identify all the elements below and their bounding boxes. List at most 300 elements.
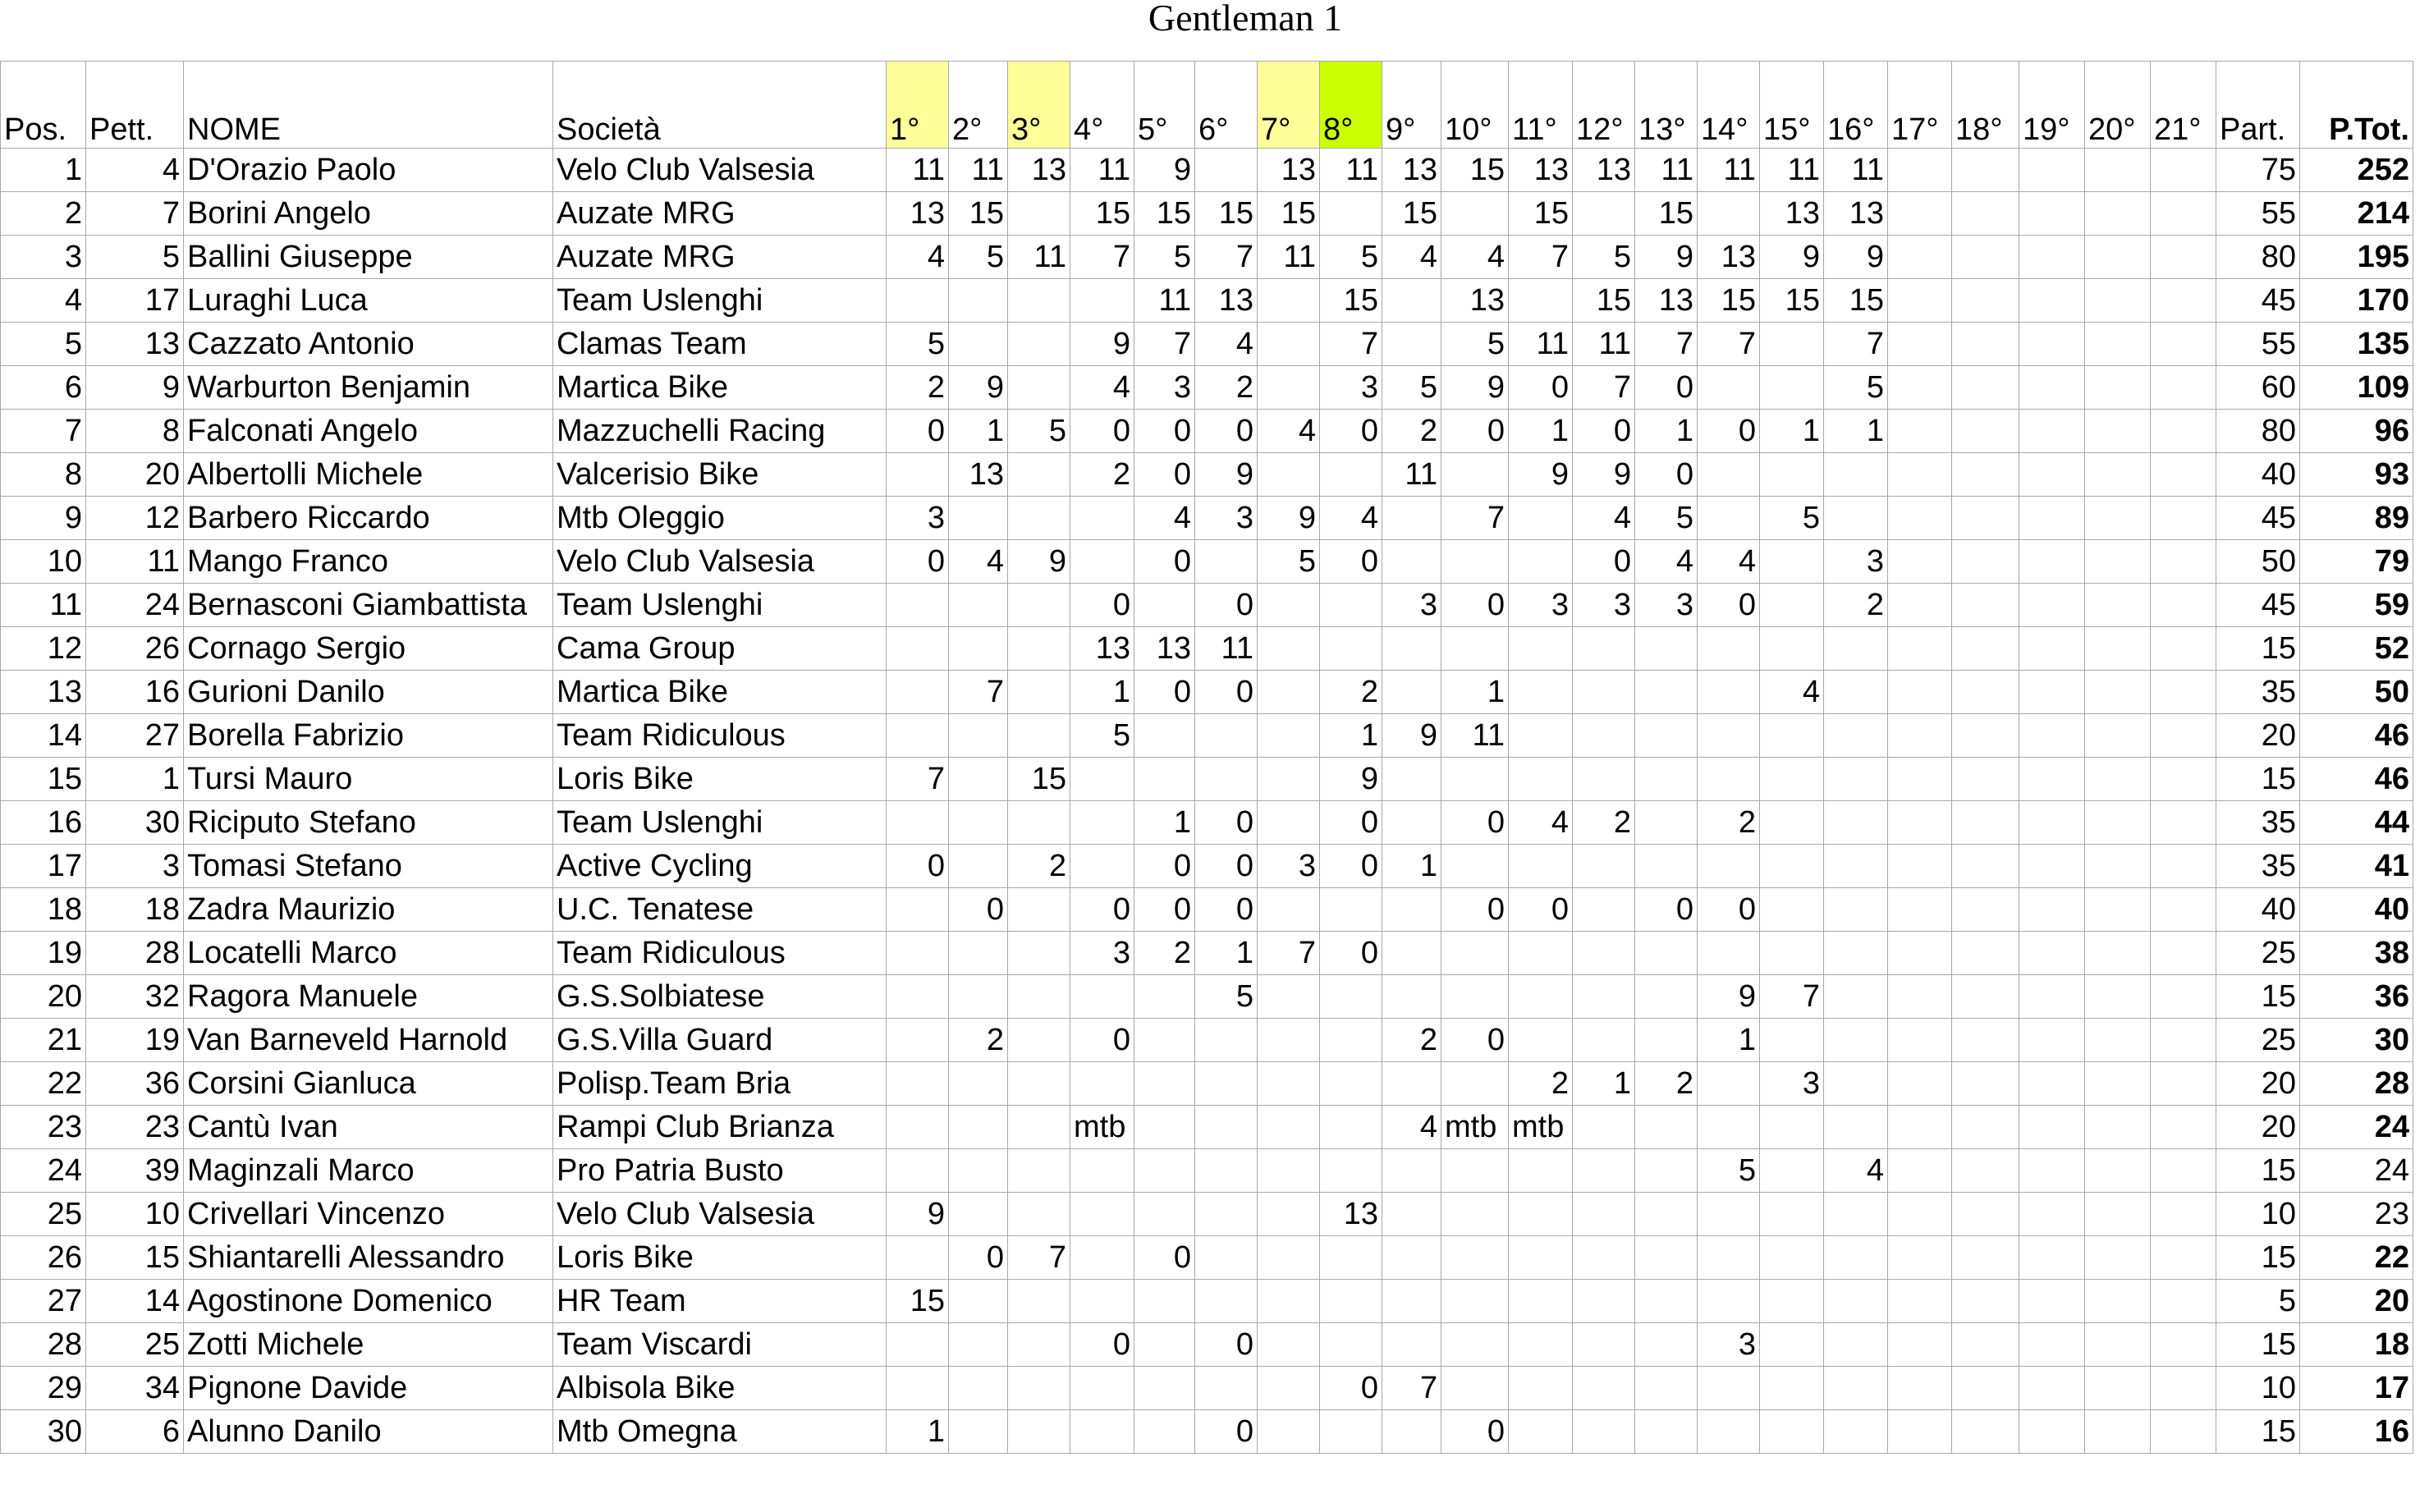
race-points-cell (1824, 1193, 1888, 1236)
total-points-cell: 109 (2300, 366, 2413, 410)
race-points-cell (1573, 671, 1635, 714)
race-points-cell: 5 (1134, 236, 1195, 279)
race-points-cell: 13 (949, 453, 1008, 497)
race-points-cell (1134, 1323, 1195, 1367)
position-cell: 14 (1, 714, 86, 758)
race-points-cell (1320, 1236, 1382, 1280)
race-points-cell (1952, 1149, 2019, 1193)
standings-table (0, 61, 2413, 1454)
race-points-cell (1760, 453, 1824, 497)
race-points-cell: 0 (1509, 366, 1573, 410)
table-row (1, 323, 2413, 366)
race-points-cell (1008, 584, 1070, 627)
col-header: NOME (184, 62, 553, 149)
header-row (1, 62, 2413, 149)
position-cell: 8 (1, 453, 86, 497)
race-points-cell: 15 (1070, 192, 1134, 236)
participation-cell: 45 (2216, 584, 2300, 627)
table-row (1, 1410, 2413, 1454)
race-points-cell (1698, 366, 1760, 410)
race-points-cell: 7 (1635, 323, 1698, 366)
race-points-cell: 15 (1258, 192, 1320, 236)
position-cell: 19 (1, 932, 86, 975)
race-points-cell: 7 (887, 758, 949, 801)
bib-number-cell: 16 (86, 671, 184, 714)
team-cell: Team Ridiculous (553, 714, 887, 758)
col-header: 11° (1509, 62, 1573, 149)
race-points-cell: 0 (1441, 1410, 1509, 1454)
team-cell: Auzate MRG (553, 236, 887, 279)
race-points-cell (1258, 975, 1320, 1019)
table-row (1, 627, 2413, 671)
race-points-cell (1760, 1149, 1824, 1193)
race-points-cell (2085, 540, 2151, 584)
race-points-cell: 9 (1573, 453, 1635, 497)
race-points-cell (887, 1062, 949, 1106)
bib-number-cell: 23 (86, 1106, 184, 1149)
race-points-cell (1698, 1410, 1760, 1454)
race-points-cell (1070, 1280, 1134, 1323)
race-points-cell: 11 (1824, 149, 1888, 192)
race-points-cell (1573, 758, 1635, 801)
race-points-cell: 0 (1635, 888, 1698, 932)
race-points-cell (1509, 845, 1573, 888)
race-points-cell (1195, 1193, 1258, 1236)
race-points-cell: 13 (1382, 149, 1441, 192)
race-points-cell (1824, 1019, 1888, 1062)
race-points-cell (1509, 540, 1573, 584)
race-points-cell (1573, 1019, 1635, 1062)
rider-name-cell: Warburton Benjamin (184, 366, 553, 410)
table-row (1, 1149, 2413, 1193)
table-row (1, 1280, 2413, 1323)
bib-number-cell: 1 (86, 758, 184, 801)
race-points-cell (1070, 1193, 1134, 1236)
col-header: Società (553, 62, 887, 149)
team-cell: G.S.Solbiatese (553, 975, 887, 1019)
race-points-cell (1760, 888, 1824, 932)
race-points-cell: 0 (1573, 410, 1635, 453)
race-points-cell (1509, 1193, 1573, 1236)
race-points-cell (1441, 1193, 1509, 1236)
race-points-cell (1258, 366, 1320, 410)
race-points-cell (1573, 845, 1635, 888)
table-row (1, 1236, 2413, 1280)
race-points-cell (2085, 279, 2151, 323)
race-points-cell: 3 (1382, 584, 1441, 627)
race-points-cell (1824, 627, 1888, 671)
race-points-cell: 15 (1441, 149, 1509, 192)
col-header: 18° (1952, 62, 2019, 149)
page-title: Gentleman 1 (1148, 0, 1343, 39)
position-cell: 25 (1, 1193, 86, 1236)
participation-cell: 40 (2216, 888, 2300, 932)
participation-cell: 80 (2216, 236, 2300, 279)
table-row (1, 671, 2413, 714)
race-points-cell: 15 (1382, 192, 1441, 236)
race-points-cell (1195, 540, 1258, 584)
race-points-cell (2085, 1106, 2151, 1149)
race-points-cell: 15 (1635, 192, 1698, 236)
race-points-cell (2085, 584, 2151, 627)
race-points-cell (1760, 1236, 1824, 1280)
race-points-cell (1824, 1367, 1888, 1410)
team-cell: Mazzuchelli Racing (553, 410, 887, 453)
race-points-cell: 0 (1195, 1410, 1258, 1454)
race-points-cell: 4 (1760, 671, 1824, 714)
team-cell: Albisola Bike (553, 1367, 887, 1410)
race-points-cell (1382, 497, 1441, 540)
total-points-cell: 36 (2300, 975, 2413, 1019)
race-points-cell (2019, 627, 2085, 671)
race-points-cell (1134, 1193, 1195, 1236)
race-points-cell (1952, 627, 2019, 671)
table-row (1, 714, 2413, 758)
race-points-cell: 5 (949, 236, 1008, 279)
race-points-cell (2151, 1410, 2216, 1454)
race-points-cell (1760, 366, 1824, 410)
rider-name-cell: Barbero Riccardo (184, 497, 553, 540)
race-points-cell (2085, 1149, 2151, 1193)
total-points-cell: 46 (2300, 714, 2413, 758)
race-points-cell (949, 758, 1008, 801)
participation-cell: 15 (2216, 975, 2300, 1019)
col-header: 9° (1382, 62, 1441, 149)
race-points-cell: 0 (1195, 801, 1258, 845)
race-points-cell (1824, 932, 1888, 975)
race-points-cell: 13 (1320, 1193, 1382, 1236)
race-points-cell (1382, 975, 1441, 1019)
race-points-cell: 5 (1698, 1149, 1760, 1193)
race-points-cell (1698, 714, 1760, 758)
race-points-cell: 2 (1573, 801, 1635, 845)
race-points-cell (1258, 714, 1320, 758)
race-points-cell: 2 (1320, 671, 1382, 714)
rider-name-cell: Cornago Sergio (184, 627, 553, 671)
race-points-cell (1888, 192, 1952, 236)
team-cell: Mtb Omegna (553, 1410, 887, 1454)
race-points-cell (1698, 1367, 1760, 1410)
race-points-cell (1888, 1280, 1952, 1323)
team-cell: Cama Group (553, 627, 887, 671)
race-points-cell (1258, 453, 1320, 497)
race-points-cell: 4 (1134, 497, 1195, 540)
race-points-cell: 7 (1824, 323, 1888, 366)
race-points-cell: 1 (1698, 1019, 1760, 1062)
race-points-cell (2085, 1062, 2151, 1106)
rider-name-cell: Shiantarelli Alessandro (184, 1236, 553, 1280)
race-points-cell (1320, 975, 1382, 1019)
race-points-cell (949, 845, 1008, 888)
race-points-cell (1441, 1149, 1509, 1193)
total-points-cell: 38 (2300, 932, 2413, 975)
race-points-cell (1382, 1280, 1441, 1323)
race-points-cell (1824, 801, 1888, 845)
position-cell: 20 (1, 975, 86, 1019)
race-points-cell: 11 (1509, 323, 1573, 366)
race-points-cell: 15 (1008, 758, 1070, 801)
race-points-cell (1134, 758, 1195, 801)
race-points-cell (2019, 1367, 2085, 1410)
race-points-cell (1258, 1106, 1320, 1149)
race-points-cell (949, 1193, 1008, 1236)
race-points-cell (949, 1323, 1008, 1367)
race-points-cell (1258, 1323, 1320, 1367)
race-points-cell (1382, 540, 1441, 584)
race-points-cell (2085, 888, 2151, 932)
participation-cell: 50 (2216, 540, 2300, 584)
race-points-cell: 0 (1134, 1236, 1195, 1280)
race-points-cell (1824, 1236, 1888, 1280)
race-points-cell (949, 627, 1008, 671)
position-cell: 22 (1, 1062, 86, 1106)
bib-number-cell: 12 (86, 497, 184, 540)
race-points-cell (1698, 845, 1760, 888)
race-points-cell (1952, 279, 2019, 323)
race-points-cell: 4 (1824, 1149, 1888, 1193)
total-points-cell: 46 (2300, 758, 2413, 801)
race-points-cell: mtb (1070, 1106, 1134, 1149)
total-points-cell: 52 (2300, 627, 2413, 671)
race-points-cell (887, 627, 949, 671)
race-points-cell (1008, 627, 1070, 671)
race-points-cell (1441, 975, 1509, 1019)
col-header: 17° (1888, 62, 1952, 149)
total-points-cell: 18 (2300, 1323, 2413, 1367)
race-points-cell (2151, 410, 2216, 453)
race-points-cell: 1 (1760, 410, 1824, 453)
race-points-cell (1008, 453, 1070, 497)
col-header: 14° (1698, 62, 1760, 149)
race-points-cell: 15 (1698, 279, 1760, 323)
participation-cell: 35 (2216, 801, 2300, 845)
race-points-cell (1635, 801, 1698, 845)
race-points-cell (2151, 323, 2216, 366)
position-cell: 9 (1, 497, 86, 540)
race-points-cell (1760, 540, 1824, 584)
race-points-cell (2085, 149, 2151, 192)
race-points-cell (1888, 888, 1952, 932)
race-points-cell: 7 (1382, 1367, 1441, 1410)
race-points-cell: 9 (1635, 236, 1698, 279)
race-points-cell (1635, 1193, 1698, 1236)
participation-cell: 75 (2216, 149, 2300, 192)
race-points-cell (2019, 845, 2085, 888)
rider-name-cell: Gurioni Danilo (184, 671, 553, 714)
race-points-cell (2085, 845, 2151, 888)
participation-cell: 10 (2216, 1193, 2300, 1236)
race-points-cell (1195, 1019, 1258, 1062)
race-points-cell (1509, 1236, 1573, 1280)
race-points-cell (1635, 714, 1698, 758)
race-points-cell: 0 (1070, 1019, 1134, 1062)
participation-cell: 40 (2216, 453, 2300, 497)
race-points-cell (949, 714, 1008, 758)
race-points-cell (1635, 1149, 1698, 1193)
race-points-cell (2085, 1019, 2151, 1062)
race-points-cell (2151, 671, 2216, 714)
race-points-cell: 2 (1635, 1062, 1698, 1106)
participation-cell: 15 (2216, 1410, 2300, 1454)
position-cell: 11 (1, 584, 86, 627)
race-points-cell (1134, 1410, 1195, 1454)
rider-name-cell: Zotti Michele (184, 1323, 553, 1367)
total-points-cell: 135 (2300, 323, 2413, 366)
race-points-cell (1760, 627, 1824, 671)
race-points-cell (1573, 1280, 1635, 1323)
race-points-cell (1070, 1149, 1134, 1193)
race-points-cell (2151, 366, 2216, 410)
race-points-cell (2085, 1236, 2151, 1280)
race-points-cell (1573, 1149, 1635, 1193)
participation-cell: 25 (2216, 932, 2300, 975)
table-row (1, 236, 2413, 279)
race-points-cell (1258, 758, 1320, 801)
race-points-cell (1195, 1280, 1258, 1323)
race-points-cell (1008, 323, 1070, 366)
total-points-cell: 50 (2300, 671, 2413, 714)
race-points-cell (2019, 1193, 2085, 1236)
race-points-cell (1635, 1019, 1698, 1062)
race-points-cell (1760, 714, 1824, 758)
race-points-cell (1008, 1106, 1070, 1149)
team-cell: Polisp.Team Bria (553, 1062, 887, 1106)
race-points-cell (1952, 497, 2019, 540)
race-points-cell (1195, 714, 1258, 758)
race-points-cell (2151, 453, 2216, 497)
race-points-cell (1070, 1236, 1134, 1280)
race-points-cell (1952, 845, 2019, 888)
race-points-cell (1635, 671, 1698, 714)
race-points-cell (1509, 1410, 1573, 1454)
team-cell: Clamas Team (553, 323, 887, 366)
participation-cell: 10 (2216, 1367, 2300, 1410)
race-points-cell (1760, 758, 1824, 801)
race-points-cell (1573, 192, 1635, 236)
col-header: 16° (1824, 62, 1888, 149)
position-cell: 2 (1, 192, 86, 236)
race-points-cell: 13 (1008, 149, 1070, 192)
race-points-cell (1509, 497, 1573, 540)
race-points-cell (1320, 1149, 1382, 1193)
race-points-cell: 3 (1760, 1062, 1824, 1106)
race-points-cell: 9 (1134, 149, 1195, 192)
race-points-cell (1888, 323, 1952, 366)
race-points-cell: 0 (1134, 671, 1195, 714)
race-points-cell (1258, 1280, 1320, 1323)
race-points-cell (949, 1149, 1008, 1193)
race-points-cell (1952, 1019, 2019, 1062)
race-points-cell: 15 (1509, 192, 1573, 236)
bib-number-cell: 4 (86, 149, 184, 192)
total-points-cell: 214 (2300, 192, 2413, 236)
race-points-cell (1952, 410, 2019, 453)
race-points-cell (1008, 366, 1070, 410)
race-points-cell (1952, 1236, 2019, 1280)
race-points-cell: 7 (1698, 323, 1760, 366)
race-points-cell (1760, 1019, 1824, 1062)
total-points-cell: 93 (2300, 453, 2413, 497)
race-points-cell (2019, 888, 2085, 932)
team-cell: HR Team (553, 1280, 887, 1323)
bib-number-cell: 13 (86, 323, 184, 366)
col-header: 20° (2085, 62, 2151, 149)
race-points-cell (1382, 1193, 1441, 1236)
race-points-cell (2151, 192, 2216, 236)
race-points-cell: 3 (1509, 584, 1573, 627)
bib-number-cell: 9 (86, 366, 184, 410)
rider-name-cell: Borini Angelo (184, 192, 553, 236)
race-points-cell: 1 (1509, 410, 1573, 453)
race-points-cell (1008, 975, 1070, 1019)
race-points-cell (2151, 540, 2216, 584)
race-points-cell: 0 (1134, 888, 1195, 932)
race-points-cell: 7 (949, 671, 1008, 714)
position-cell: 16 (1, 801, 86, 845)
race-points-cell (949, 584, 1008, 627)
race-points-cell: 9 (1382, 714, 1441, 758)
race-points-cell (1258, 1236, 1320, 1280)
race-points-cell (1573, 1410, 1635, 1454)
rider-name-cell: Tursi Mauro (184, 758, 553, 801)
total-points-cell: 20 (2300, 1280, 2413, 1323)
race-points-cell (949, 1367, 1008, 1410)
race-points-cell (2151, 1193, 2216, 1236)
race-points-cell (1824, 1062, 1888, 1106)
race-points-cell: 9 (887, 1193, 949, 1236)
race-points-cell (1824, 758, 1888, 801)
race-points-cell: 15 (887, 1280, 949, 1323)
race-points-cell (1573, 1106, 1635, 1149)
race-points-cell (1635, 1280, 1698, 1323)
race-points-cell (1888, 1019, 1952, 1062)
race-points-cell: 4 (887, 236, 949, 279)
race-points-cell (1382, 758, 1441, 801)
race-points-cell: 2 (1195, 366, 1258, 410)
race-points-cell: 13 (1134, 627, 1195, 671)
race-points-cell: 11 (1320, 149, 1382, 192)
race-points-cell (1320, 1019, 1382, 1062)
total-points-cell: 59 (2300, 584, 2413, 627)
race-points-cell: 13 (1698, 236, 1760, 279)
race-points-cell: 4 (1382, 1106, 1441, 1149)
race-points-cell (1320, 1323, 1382, 1367)
race-points-cell (1888, 1193, 1952, 1236)
table-row (1, 366, 2413, 410)
race-points-cell (1888, 1062, 1952, 1106)
race-points-cell: 5 (1382, 366, 1441, 410)
race-points-cell (1509, 1019, 1573, 1062)
race-points-cell: 11 (1441, 714, 1509, 758)
race-points-cell: 0 (1195, 1323, 1258, 1367)
bib-number-cell: 19 (86, 1019, 184, 1062)
race-points-cell: 0 (1698, 584, 1760, 627)
rider-name-cell: Bernasconi Giambattista (184, 584, 553, 627)
table-row (1, 540, 2413, 584)
race-points-cell (1698, 1062, 1760, 1106)
race-points-cell: 0 (1441, 584, 1509, 627)
col-header: 21° (2151, 62, 2216, 149)
race-points-cell (1952, 888, 2019, 932)
race-points-cell (1134, 1280, 1195, 1323)
race-points-cell (1888, 1236, 1952, 1280)
race-points-cell (1888, 279, 1952, 323)
participation-cell: 60 (2216, 366, 2300, 410)
bib-number-cell: 39 (86, 1149, 184, 1193)
race-points-cell (2085, 366, 2151, 410)
participation-cell: 20 (2216, 1062, 2300, 1106)
race-points-cell: 7 (1008, 1236, 1070, 1280)
